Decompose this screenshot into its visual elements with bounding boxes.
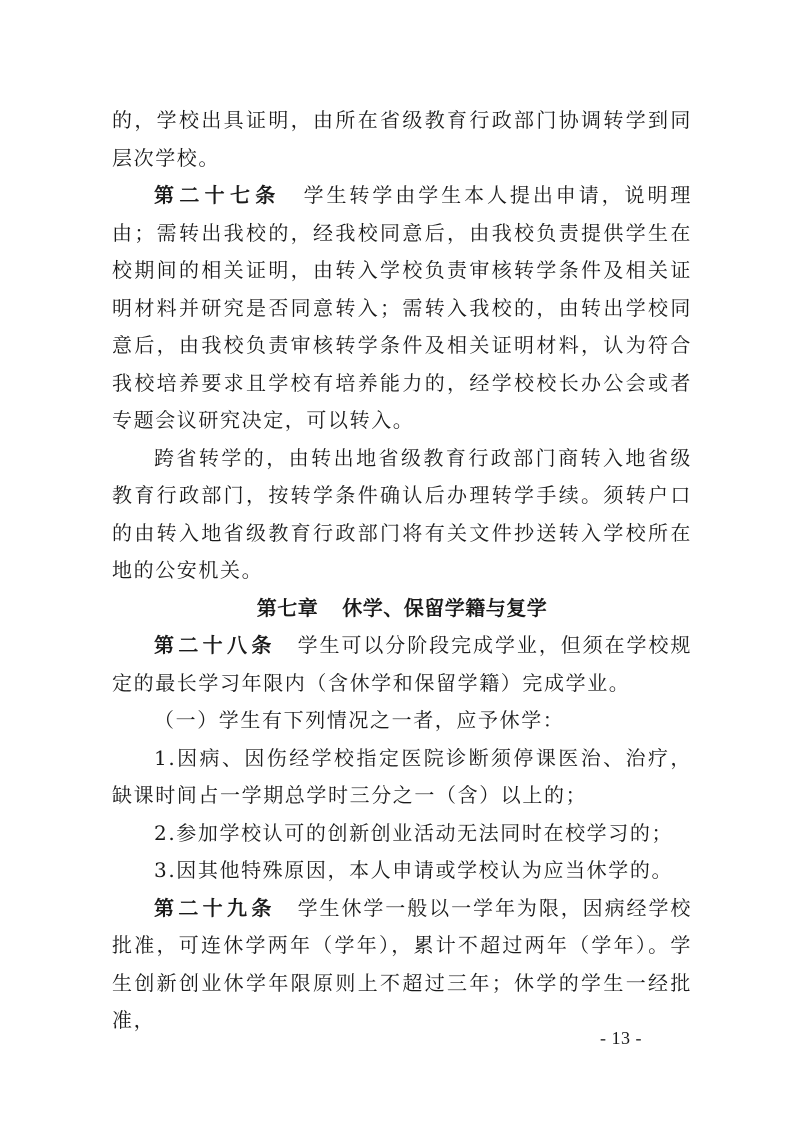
paragraph-text: 2.参加学校认可的创新创业活动无法同时在校学习的；	[154, 820, 674, 845]
article-27	[112, 177, 692, 440]
paragraph-text: 学生休学一般以一学年为限，因病经学校批准，可连休学两年（学年），累计不超过两年（学年）。学生创新创业休学年限原则上不超过三年；休学的学生一经批准，	[112, 895, 692, 1032]
list-item	[112, 740, 692, 815]
article-heading: 第二十八条	[154, 633, 276, 657]
paragraph-continuation	[112, 102, 692, 177]
paragraph-text: 学生转学由学生本人提出申请，说明理由；需转出我校的，经我校同意后，由我校负责提供学生在校期间的相关证明，由转入学校负责审核转学条件及相关证明材料并研究是否同意转入；需转入我校的，由转出学校同意后，由我校负责审核转学条件及相关证明材料，认为符合我校培养要求且学校有培养能力的，经学校校长办公会或者专题会议研究决定，可以转入。	[112, 183, 693, 432]
paragraph-text: 跨省转学的，由转出地省级教育行政部门商转入地省级教育行政部门，按转学条件确认后办理转学手续。须转户口的由转入地省级教育行政部门将有关文件抄送转入学校所在地的公安机关。	[112, 445, 692, 582]
article-29	[112, 890, 692, 1040]
list-intro	[112, 702, 692, 740]
article-heading: 第二十七条	[154, 183, 281, 207]
chapter-number: 第七章	[256, 595, 319, 620]
page-number: - 13 -	[600, 1028, 642, 1048]
paragraph-text: 1.因病、因伤经学校指定医院诊断须停课医治、治疗，缺课时间占一学期总学时三分之一（含）以上的；	[112, 745, 692, 807]
article-heading: 第二十九条	[154, 895, 276, 920]
chapter-title: 休学、保留学籍与复学	[342, 595, 548, 620]
paragraph-text: 3.因其他特殊原因，本人申请或学校认为应当休学的。	[154, 858, 674, 882]
list-item	[112, 815, 692, 853]
paragraph-text: （一）学生有下列情况之一者，应予休学：	[154, 708, 565, 732]
article-28	[112, 627, 692, 702]
paragraph-interprovincial-transfer	[112, 440, 692, 590]
paragraph-text: 学生可以分阶段完成学业，但须在学校规定的最长学习年限内（含休学和保留学籍）完成学业。	[112, 633, 692, 695]
chapter-heading	[112, 590, 692, 628]
page-body	[112, 102, 692, 1040]
paragraph-text: 的，学校出具证明，由所在省级教育行政部门协调转学到同层次学校。	[112, 108, 692, 170]
list-item	[112, 852, 692, 890]
